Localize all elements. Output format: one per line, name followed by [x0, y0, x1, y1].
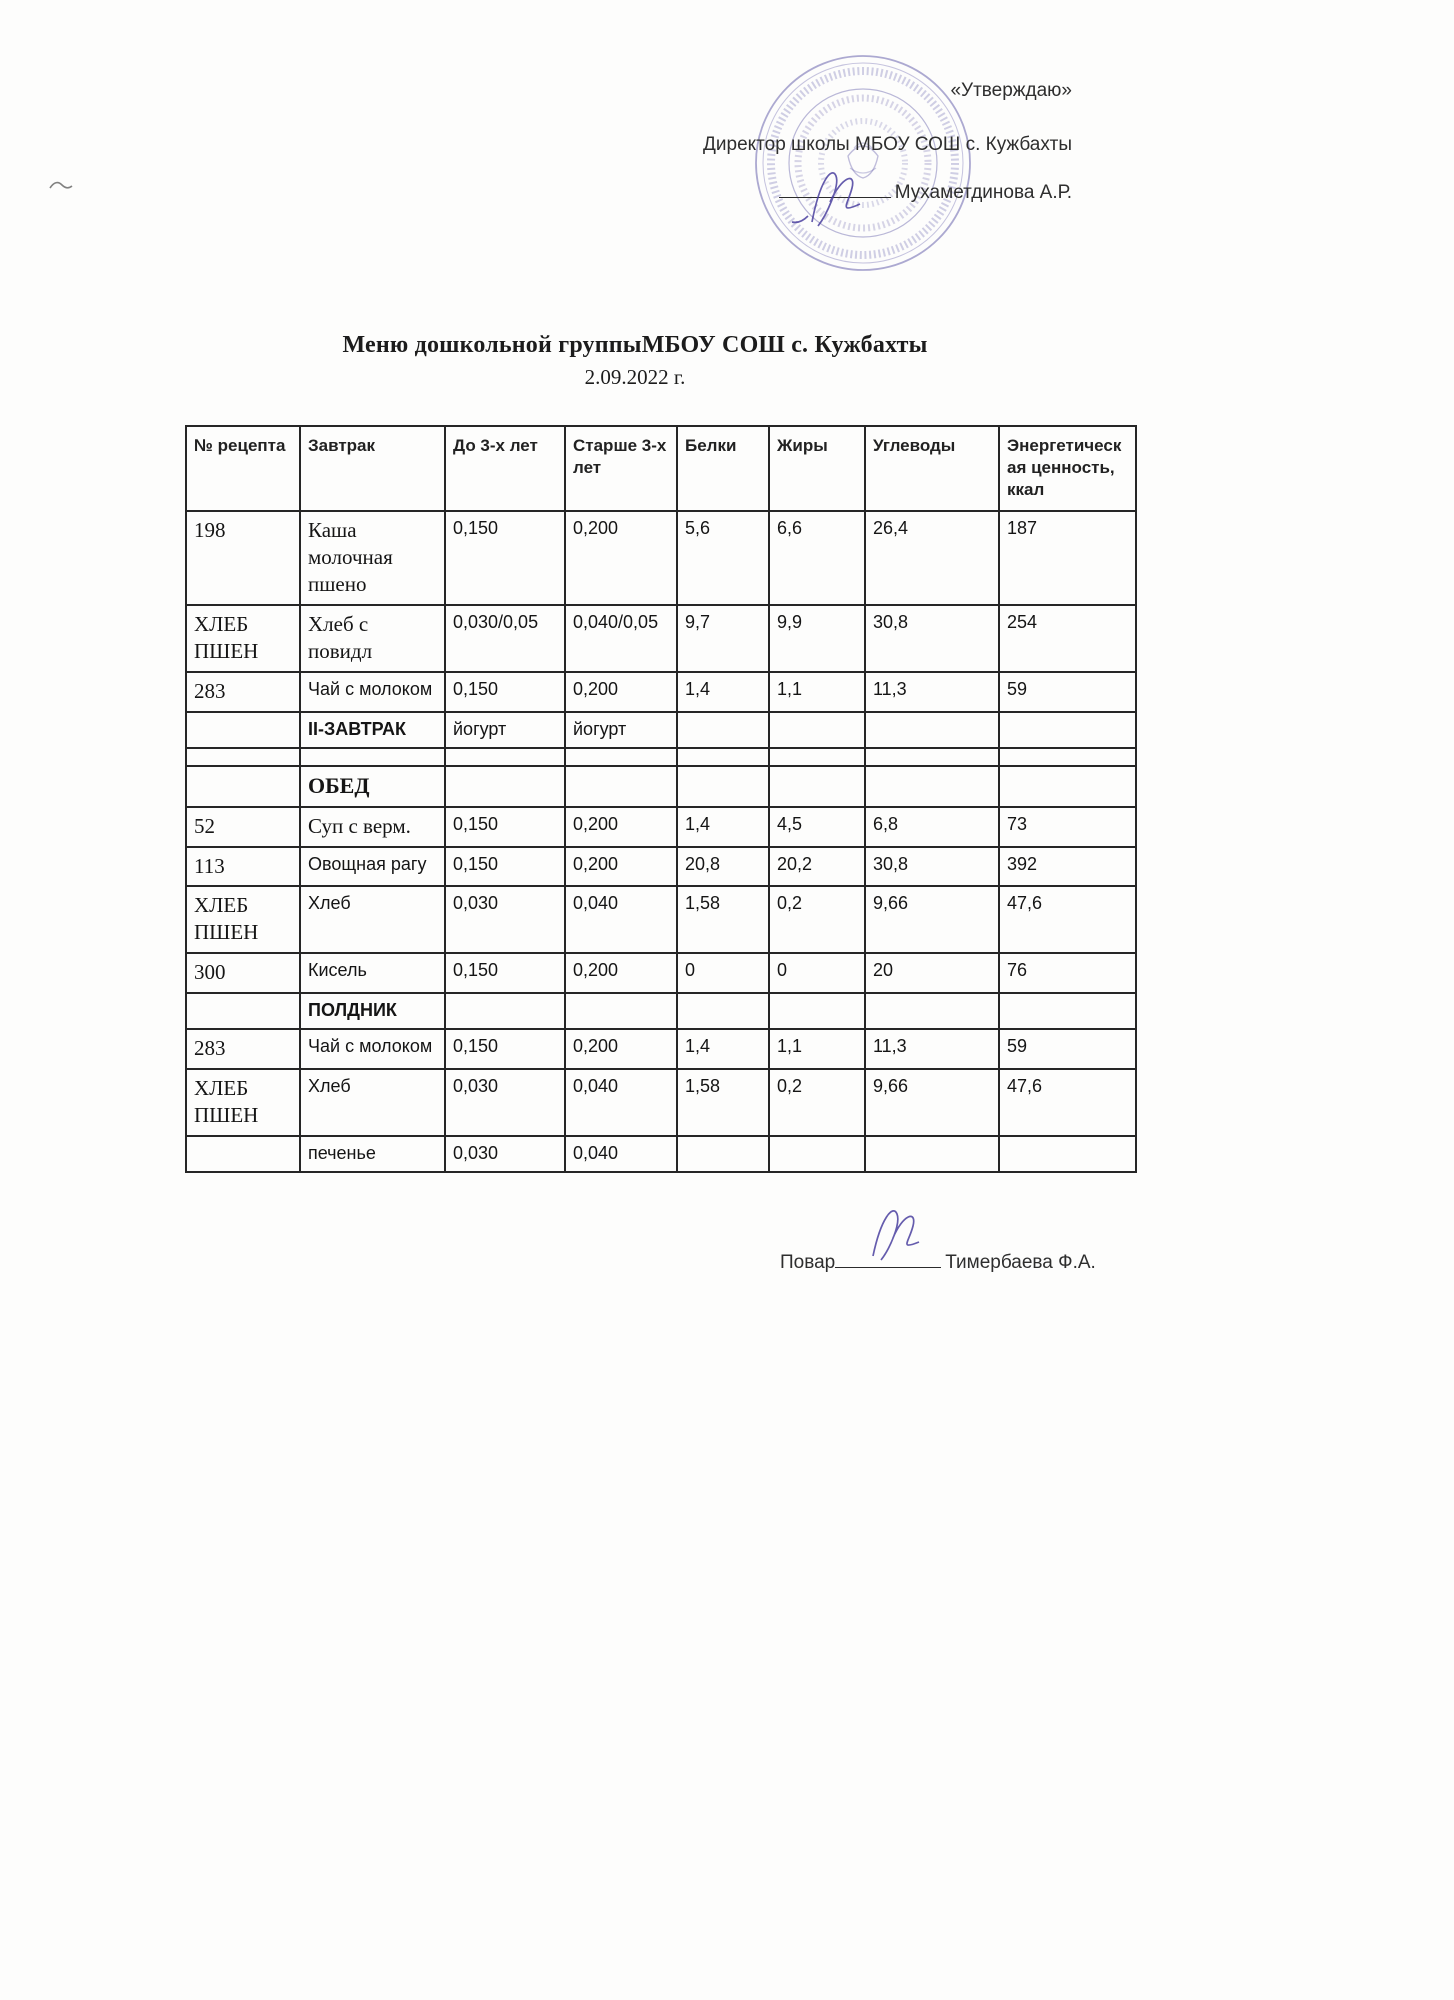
table-cell: Чай с молоком	[300, 672, 445, 712]
document-title: Меню дошкольной группыМБОУ СОШ с. Кужбахты	[342, 332, 928, 358]
table-cell	[999, 748, 1136, 766]
table-cell: ХЛЕБ ПШЕН	[186, 886, 300, 953]
table-row	[186, 847, 1136, 887]
table-cell: 0,200	[565, 807, 677, 847]
table-cell	[769, 712, 865, 748]
table-row	[186, 1029, 1136, 1069]
table-cell	[677, 1136, 769, 1172]
table-cell: йогурт	[445, 712, 565, 748]
table-header-cell: № рецепта	[186, 426, 300, 511]
table-cell: 11,3	[865, 1029, 999, 1069]
table-row	[186, 993, 1136, 1029]
table-cell	[999, 766, 1136, 807]
pen-mark	[48, 176, 74, 194]
table-cell: печенье	[300, 1136, 445, 1172]
table-cell	[865, 1136, 999, 1172]
table-cell	[186, 1136, 300, 1172]
table-header-cell: До 3-х лет	[445, 426, 565, 511]
table-header-cell: Белки	[677, 426, 769, 511]
table-cell	[186, 748, 300, 766]
table-cell	[186, 993, 300, 1029]
table-cell: II-ЗАВТРАК	[300, 712, 445, 748]
table-cell: 9,66	[865, 1069, 999, 1136]
title-block	[224, 332, 1046, 390]
table-header-cell: Углеводы	[865, 426, 999, 511]
table-row	[186, 748, 1136, 766]
document-date: 2.09.2022 г.	[584, 365, 686, 389]
table-cell: 20,8	[677, 847, 769, 887]
table-cell: 0,040	[565, 1069, 677, 1136]
menu-table-head-row	[186, 426, 1136, 511]
table-cell	[445, 766, 565, 807]
table-cell: 1,58	[677, 886, 769, 953]
table-cell: 0,200	[565, 953, 677, 993]
table-cell: 198	[186, 511, 300, 605]
table-cell	[769, 993, 865, 1029]
table-cell	[186, 712, 300, 748]
cook-signature	[845, 1198, 955, 1264]
table-cell: 0,150	[445, 953, 565, 993]
table-cell: 20,2	[769, 847, 865, 887]
table-cell	[300, 748, 445, 766]
table-cell	[865, 766, 999, 807]
table-cell: 47,6	[999, 1069, 1136, 1136]
table-row	[186, 1136, 1136, 1172]
table-cell: 9,7	[677, 605, 769, 672]
table-row	[186, 766, 1136, 807]
table-cell	[565, 993, 677, 1029]
table-cell: 5,6	[677, 511, 769, 605]
table-cell	[565, 766, 677, 807]
table-header-cell: Энергетическая ценность, ккал	[999, 426, 1136, 511]
table-cell: 30,8	[865, 847, 999, 887]
table-row	[186, 807, 1136, 847]
table-cell: 6,8	[865, 807, 999, 847]
table-row	[186, 712, 1136, 748]
table-row	[186, 672, 1136, 712]
table-row	[186, 953, 1136, 993]
table-cell: Каша молочная пшено	[300, 511, 445, 605]
table-cell: 0,040	[565, 1136, 677, 1172]
table-cell: 0,150	[445, 807, 565, 847]
table-cell: ХЛЕБ ПШЕН	[186, 1069, 300, 1136]
table-cell: Чай с молоком	[300, 1029, 445, 1069]
table-cell	[565, 748, 677, 766]
table-cell: 300	[186, 953, 300, 993]
table-header-cell: Жиры	[769, 426, 865, 511]
table-cell: 0,2	[769, 1069, 865, 1136]
table-cell: 20	[865, 953, 999, 993]
table-cell: 59	[999, 1029, 1136, 1069]
table-cell: 0,030/0,05	[445, 605, 565, 672]
table-cell: 9,9	[769, 605, 865, 672]
table-cell: 52	[186, 807, 300, 847]
table-cell	[999, 993, 1136, 1029]
table-cell: Овощная рагу	[300, 847, 445, 887]
table-cell	[677, 993, 769, 1029]
table-cell: 283	[186, 1029, 300, 1069]
table-cell: ХЛЕБ ПШЕН	[186, 605, 300, 672]
table-cell	[999, 1136, 1136, 1172]
table-cell: 47,6	[999, 886, 1136, 953]
table-cell	[677, 766, 769, 807]
table-cell: 76	[999, 953, 1136, 993]
table-cell: Кисель	[300, 953, 445, 993]
table-cell: 1,4	[677, 672, 769, 712]
table-cell: 283	[186, 672, 300, 712]
table-header-cell: Старше 3-х лет	[565, 426, 677, 511]
menu-table	[185, 425, 1137, 1173]
table-cell: Хлеб с повидл	[300, 605, 445, 672]
table-header-cell: Завтрак	[300, 426, 445, 511]
table-cell: Хлеб	[300, 1069, 445, 1136]
table-cell: 30,8	[865, 605, 999, 672]
table-row	[186, 1069, 1136, 1136]
table-cell: 6,6	[769, 511, 865, 605]
table-cell	[865, 748, 999, 766]
table-cell: 392	[999, 847, 1136, 887]
approve-label: «Утверждаю»	[950, 80, 1072, 101]
table-row	[186, 511, 1136, 605]
table-row	[186, 605, 1136, 672]
table-cell	[445, 748, 565, 766]
table-cell: 26,4	[865, 511, 999, 605]
table-cell: 0,030	[445, 1136, 565, 1172]
table-cell: 187	[999, 511, 1136, 605]
table-cell	[769, 748, 865, 766]
table-cell: ОБЕД	[300, 766, 445, 807]
table-cell: 0,040	[565, 886, 677, 953]
table-cell	[865, 712, 999, 748]
table-cell: 11,3	[865, 672, 999, 712]
table-cell: 9,66	[865, 886, 999, 953]
table-cell: 0	[677, 953, 769, 993]
table-cell: 0,150	[445, 847, 565, 887]
table-cell: 0,040/0,05	[565, 605, 677, 672]
table-cell: 1,1	[769, 672, 865, 712]
table-cell: Суп с верм.	[300, 807, 445, 847]
table-cell: 0,150	[445, 511, 565, 605]
table-cell: 0	[769, 953, 865, 993]
table-cell: 0,030	[445, 1069, 565, 1136]
table-cell: 1,4	[677, 807, 769, 847]
table-cell	[677, 748, 769, 766]
table-cell	[186, 766, 300, 807]
table-cell: 1,58	[677, 1069, 769, 1136]
director-signature	[778, 158, 898, 232]
table-row	[186, 886, 1136, 953]
table-cell: 0,030	[445, 886, 565, 953]
table-cell: 0,150	[445, 1029, 565, 1069]
cook-name: Тимербаева Ф.А.	[945, 1252, 1096, 1273]
table-cell: 0,200	[565, 847, 677, 887]
menu-table-body	[186, 511, 1136, 1172]
table-cell: 4,5	[769, 807, 865, 847]
table-cell: 1,4	[677, 1029, 769, 1069]
table-cell: 0,150	[445, 672, 565, 712]
table-cell	[769, 1136, 865, 1172]
director-title: Директор школы МБОУ СОШ с. Кужбахты	[703, 134, 1072, 155]
table-cell: Хлеб	[300, 886, 445, 953]
table-cell	[769, 766, 865, 807]
table-cell: 73	[999, 807, 1136, 847]
table-cell	[999, 712, 1136, 748]
table-cell	[445, 993, 565, 1029]
table-cell: 59	[999, 672, 1136, 712]
table-cell: 113	[186, 847, 300, 887]
table-cell	[865, 993, 999, 1029]
table-cell: йогурт	[565, 712, 677, 748]
table-cell: 254	[999, 605, 1136, 672]
table-cell: 0,200	[565, 672, 677, 712]
cook-role-label: Повар	[780, 1252, 836, 1273]
table-cell: 0,200	[565, 1029, 677, 1069]
director-name: Мухаметдинова А.Р.	[894, 182, 1072, 203]
table-cell: 0,2	[769, 886, 865, 953]
table-cell: 0,200	[565, 511, 677, 605]
table-cell	[677, 712, 769, 748]
table-cell: 1,1	[769, 1029, 865, 1069]
table-cell: ПОЛДНИК	[300, 993, 445, 1029]
menu-table-wrap	[185, 425, 1137, 1173]
